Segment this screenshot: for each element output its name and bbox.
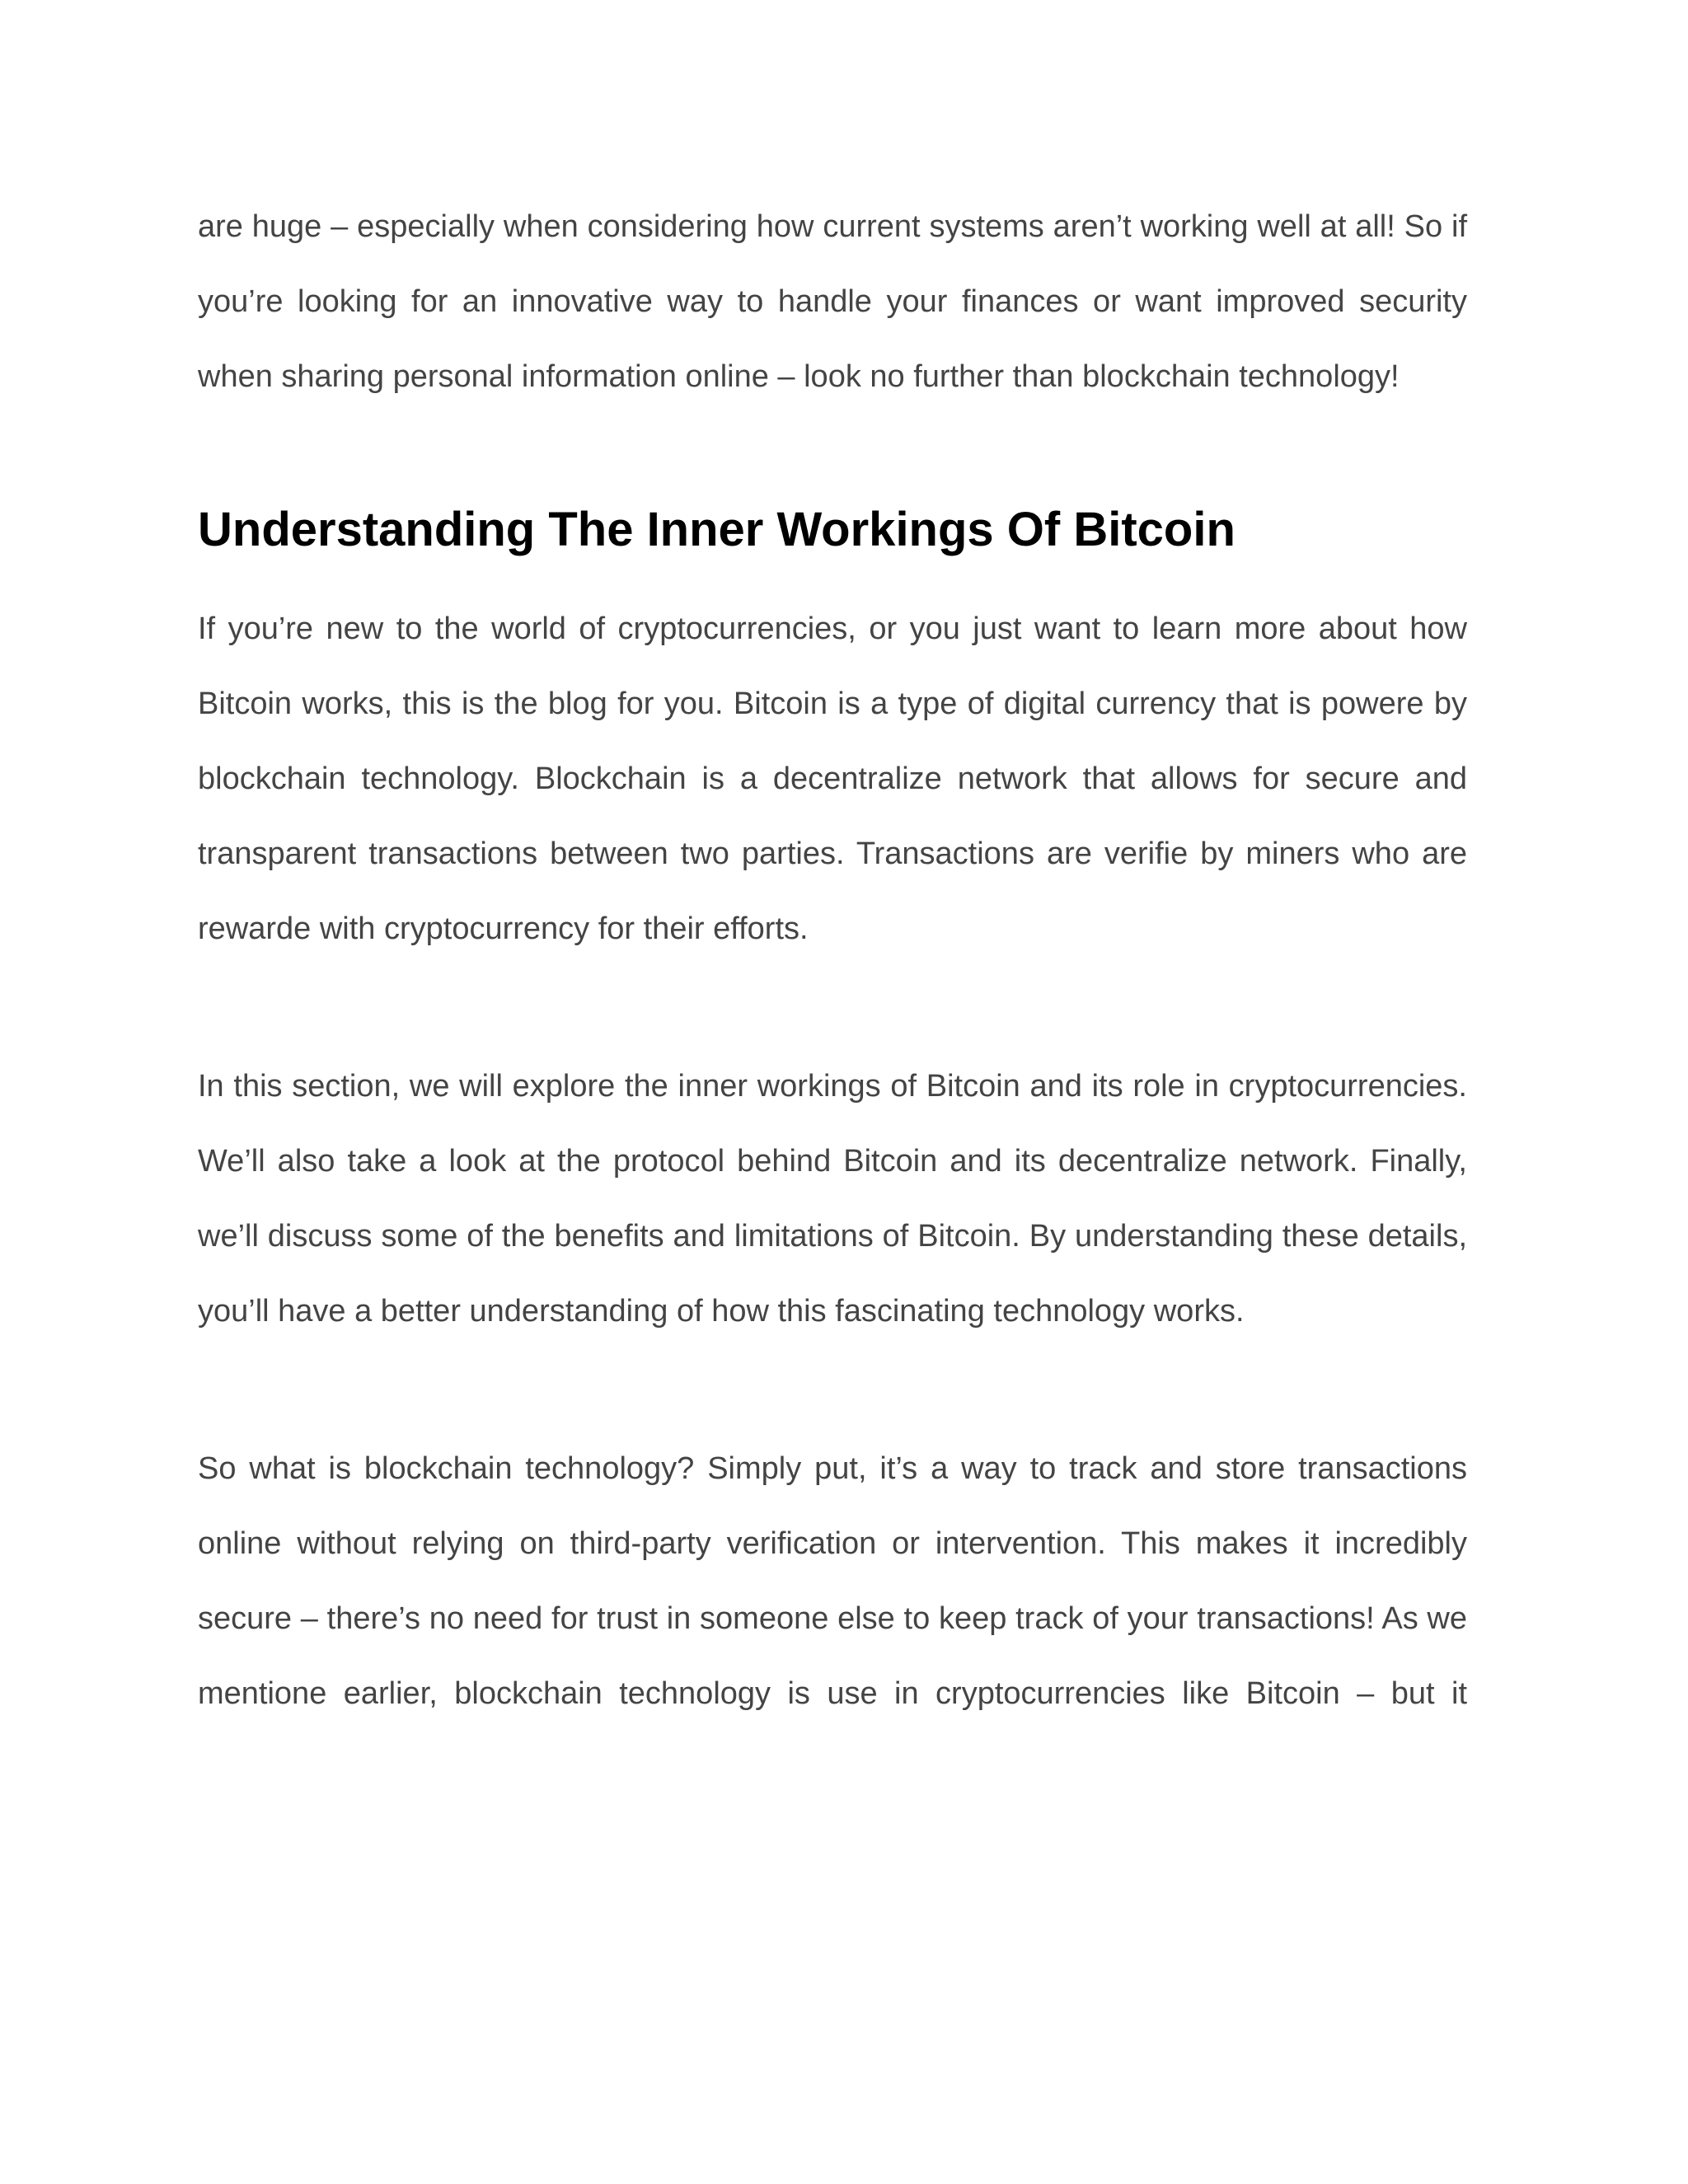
- intro-paragraph: are huge – especially when considering how current systems aren’t working well at all! So if you’re looking for an innovative way to handle your finances or want improved security when sharing personal information online – look no further than blockchain technology!: [198, 209, 1467, 394]
- paragraph-spacer: [198, 967, 1467, 1049]
- paragraph-blockchain-definition: So what is blockchain technology? Simply put, it’s a way to track and store transactions online without relying on third-party verification or intervention. This makes it incredibly secure – there’s no need for trust in someone else to keep track of your transactions! As we mentione earlier, blockchain technology is use in cryptocurrencies like Bitcoin – but it: [198, 1451, 1467, 1711]
- paragraph-section-overview: In this section, we will explore the inner workings of Bitcoin and its role in cryptocurrencies. We’ll also take a look at the protocol behind Bitcoin and its decentralize network. Finally, we’ll discuss some of the benefits and limitations of Bitcoin. By understanding these details, you’ll have a better understanding of how this fascinating technology works.: [198, 1069, 1467, 1329]
- paragraph-intro-bitcoin: If you’re new to the world of cryptocurrencies, or you just want to learn more about how Bitcoin works, this is the blog for you. Bitcoin is a type of digital currency that is powere by blockchain technology. Blockchain is a decentralize network that allows for secure and transparent transactions between two parties. Transactions are verifie by miners who are rewarde with cryptocurrency for their efforts.: [198, 612, 1467, 946]
- document-content: [198, 190, 1467, 1732]
- paragraph-spacer: [198, 1349, 1467, 1432]
- section-heading: Understanding The Inner Workings Of Bitcoin: [198, 503, 1236, 556]
